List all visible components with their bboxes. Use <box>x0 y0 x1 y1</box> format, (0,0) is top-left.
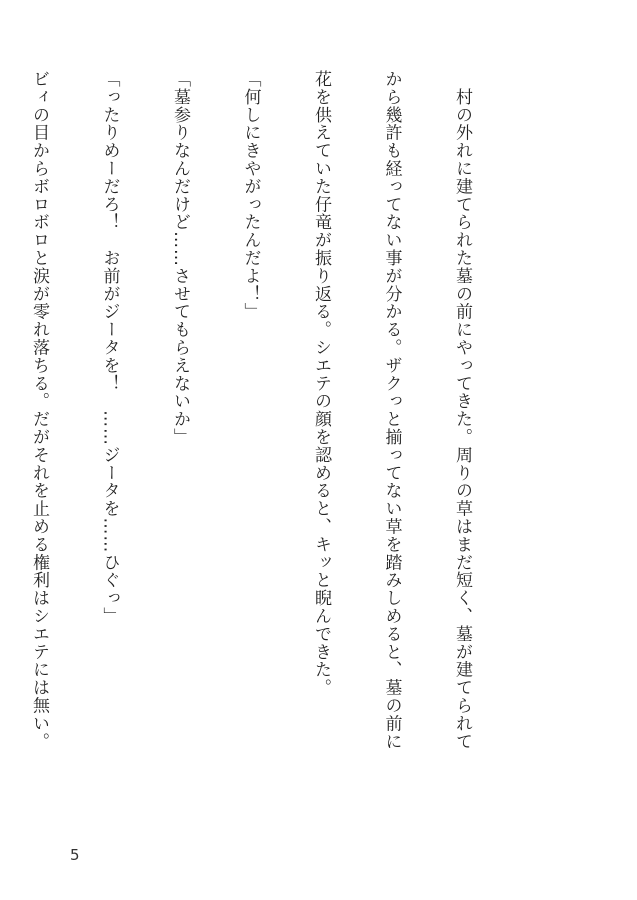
page-number: 5 <box>70 846 80 864</box>
text-line: ビィの目からボロボロと涙が零れ落ちる。だがそれを止める権利はシエテには無い。 <box>29 70 49 751</box>
text-line: から幾許も経ってない事が分かる。ザクっと揃ってない草を踏みしめると、墓の前に <box>381 70 402 751</box>
vertical-text-body <box>29 70 520 810</box>
text-line: 「墓参りなんだけど……させてもらえないか」 <box>170 70 190 446</box>
text-line: 「何しにきやがったんだよ！」 <box>240 70 261 321</box>
text-line: 村の外れに建てられた墓の前にやってきた。周りの草はまだ短く、墓が建てられて <box>452 70 472 751</box>
text-line: 花を供えていた仔竜が振り返る。シエテの顔を認めると、キッと睨んできた。 <box>311 70 331 697</box>
text-line: 「ったりめーだろ！ お前がジータを！ ……ジータを……ひぐっ」 <box>99 70 120 625</box>
